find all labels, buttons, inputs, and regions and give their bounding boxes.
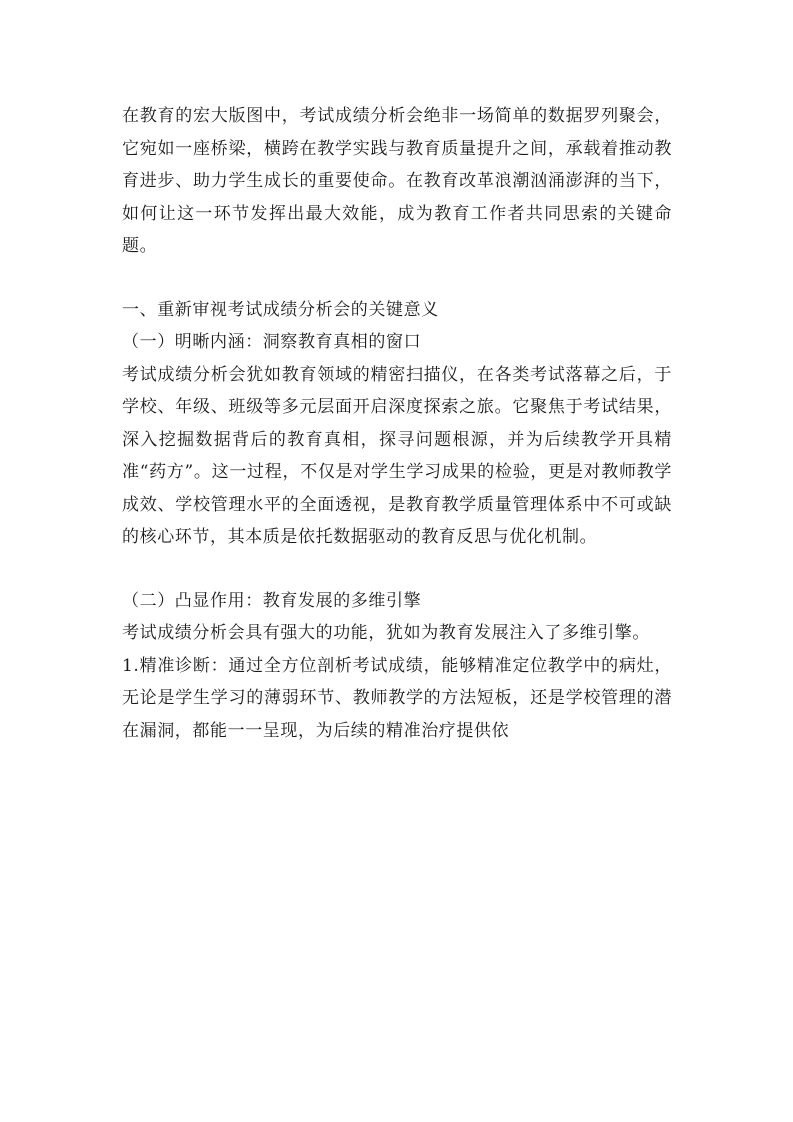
spacer <box>122 263 672 294</box>
spacer <box>122 554 672 585</box>
section-1-heading: 一、重新审视考试成绩分析会的关键意义 <box>122 299 439 320</box>
document-body <box>122 100 672 747</box>
subsection-2-heading: （二）凸显作用：教育发展的多维引擎 <box>122 590 422 611</box>
intro-paragraph: 在教育的宏大版图中，考试成绩分析会绝非一场简单的数据罗列聚会，它宛如一座桥梁，横跨在教学实践与教育质量提升之间，承载着推动教育进步、助力学生成长的重要使命。在教育改革浪潮汹涌澎湃的当下，如何让这一环节发挥出最大效能，成为教育工作者共同思索的关键命题。 <box>122 106 672 256</box>
subsection-1-paragraph: 考试成绩分析会犹如教育领域的精密扫描仪，在各类考试落幕之后，于学校、年级、班级等多元层面开启深度探索之旅。它聚焦于考试结果，深入挖掘数据背后的教育真相，探寻问题根源，并为后续教学开具精准“药方”。这一过程，不仅是对学生学习成果的检验，更是对教师教学成效、学校管理水平的全面透视，是教育教学质量管理体系中不可或缺的核心环节，其本质是依托数据驱动的教育反思与优化机制。 <box>122 364 672 547</box>
list-item-1: 1.精准诊断：通过全方位剖析考试成绩，能够精准定位教学中的病灶，无论是学生学习的薄弱环节、教师教学的方法短板，还是学校管理的潜在漏洞，都能一一呈现，为后续的精准治疗提供依 <box>122 655 672 741</box>
subsection-2-paragraph: 考试成绩分析会具有强大的功能，犹如为教育发展注入了多维引擎。 <box>122 623 650 643</box>
subsection-1-heading: （一）明晰内涵：洞察教育真相的窗口 <box>122 332 422 352</box>
